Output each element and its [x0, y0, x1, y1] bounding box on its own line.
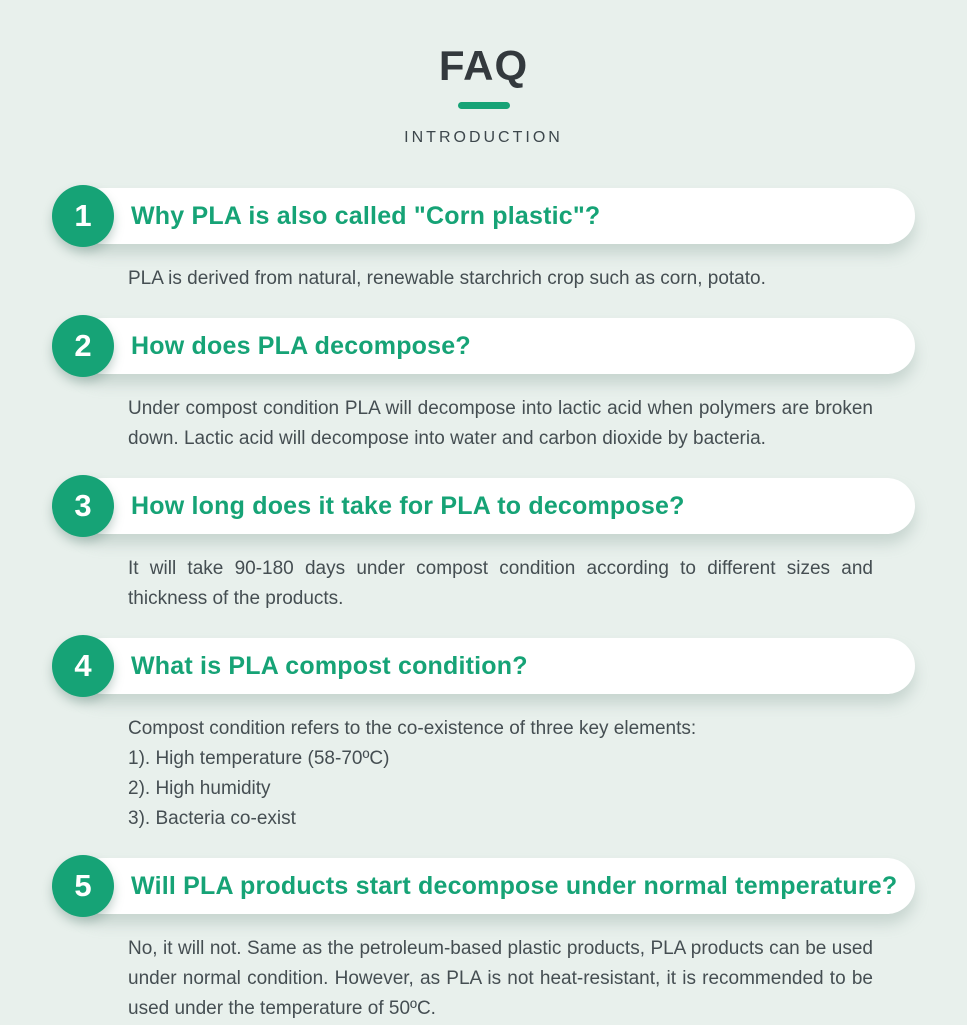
faq-item	[0, 638, 967, 834]
question-number: 5	[74, 868, 92, 903]
question-number-badge	[52, 635, 114, 697]
answer-text: Compost condition refers to the co-existence of three key elements:	[128, 718, 697, 739]
page-title: FAQ	[438, 42, 529, 89]
question-row	[75, 638, 915, 694]
question-bar	[75, 188, 915, 244]
question-row	[75, 318, 915, 374]
question-text: What is PLA compost condition?	[131, 651, 528, 680]
question-text: How does PLA decompose?	[131, 331, 471, 360]
faq-list	[0, 188, 967, 1024]
question-row	[75, 858, 915, 914]
answer-text: 3). Bacteria co-exist	[128, 808, 296, 829]
answer-block	[128, 714, 873, 834]
question-number-badge	[52, 855, 114, 917]
question-bar	[75, 478, 915, 534]
question-row	[75, 188, 915, 244]
question-bar	[75, 318, 915, 374]
faq-item	[0, 188, 967, 294]
answer-text: It will take 90-180 days under compost condition according to different sizes and thickness of the products.	[128, 558, 873, 609]
answer-block	[128, 264, 873, 294]
faq-item	[0, 478, 967, 614]
faq-header	[0, 0, 967, 147]
question-text: Why PLA is also called "Corn plastic"?	[131, 201, 601, 230]
question-text: How long does it take for PLA to decompose?	[131, 491, 685, 520]
answer-text: PLA is derived from natural, renewable starchrich crop such as corn, potato.	[128, 268, 766, 289]
answer-block	[128, 554, 873, 614]
question-bar	[75, 638, 915, 694]
answer-block	[128, 394, 873, 454]
question-number: 3	[74, 488, 92, 523]
answer-text: 2). High humidity	[128, 778, 271, 799]
question-text: Will PLA products start decompose under normal temperature?	[131, 871, 898, 900]
page-subtitle: INTRODUCTION	[404, 129, 563, 146]
question-number: 2	[74, 328, 92, 363]
question-number: 4	[74, 648, 92, 683]
question-number-badge	[52, 185, 114, 247]
question-number-badge	[52, 315, 114, 377]
faq-item	[0, 318, 967, 454]
answer-text: 1). High temperature (58-70ºC)	[128, 748, 390, 769]
question-bar	[75, 858, 915, 914]
faq-item	[0, 858, 967, 1024]
question-number: 1	[74, 198, 92, 233]
answer-text: Under compost condition PLA will decompose into lactic acid when polymers are broken down. Lactic acid will decompose into water and carbon dioxide by bacteria.	[128, 398, 873, 449]
title-divider	[458, 102, 510, 109]
answer-block	[128, 934, 873, 1024]
answer-text: No, it will not. Same as the petroleum-based plastic products, PLA products can be used under normal condition. However, as PLA is not heat-resistant, it is recommended to be used under the temperature of 50ºC.	[128, 938, 873, 1019]
question-number-badge	[52, 475, 114, 537]
question-row	[75, 478, 915, 534]
